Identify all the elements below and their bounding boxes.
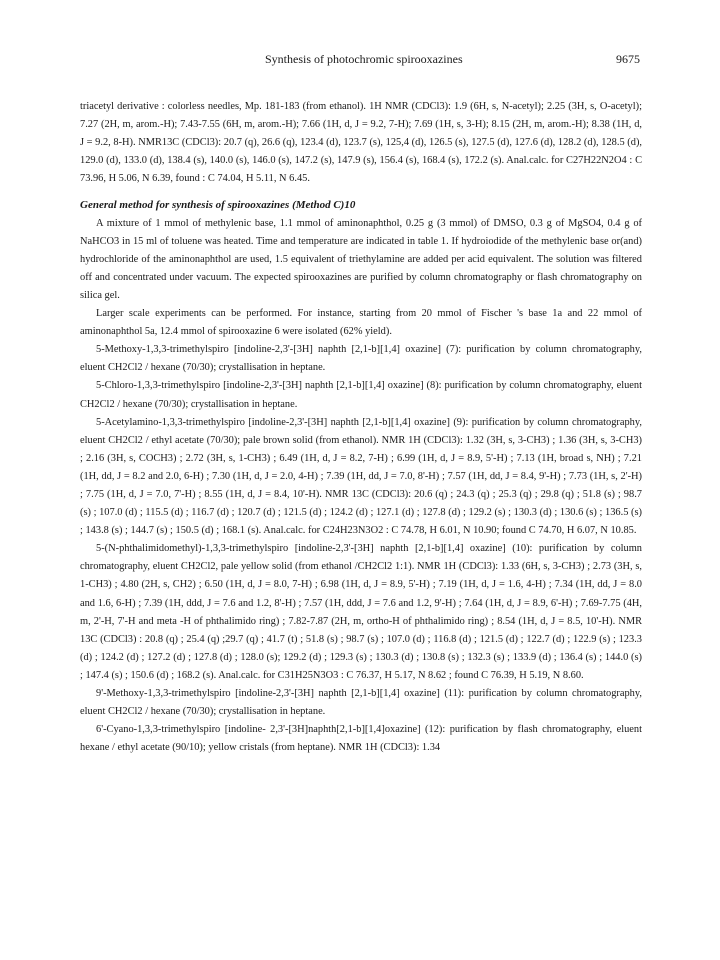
paragraph-compound-8: 5-Chloro-1,3,3-trimethylspiro [indoline-2,3'-[3H] naphth [2,1-b][1,4] oxazine] (8): purification by column chromatography, eluent CH2Cl2 / hexane (70/30); crystallisation in heptane. — [80, 380, 642, 410]
paragraph-compound-9: 5-Acetylamino-1,3,3-trimethylspiro [indoline-2,3'-[3H] naphth [2,1-b][1,4] oxazine] (9): purification by column chromatography, eluent CH2Cl2 / ethyl acetate (70/30); pale brown solid (from ethanol). NMR 1H (CDCl3): 1.32 (3H, s, 3-CH3) ; 1.36 (3H, s, 3-CH3) ; 2.16 (3H, s, COCH3) ; 2.72 (3H, s, 1-CH3) ; 6.49 (1H, d, J = 8.2, 7-H) ; 6.99 (1H, d, J = 8.9, 5'-H) ; 7.13 (1H, broad s, NH) ; 7.21 (1H, dd, J = 8.2 and 2.0, 6-H) ; 7.30 (1H, d, J = 2.0, 4-H) ; 7.39 (1H, dd, J = 7.0, 8'-H) ; 7.57 (1H, dd, J = 8.4, 9'-H) ; 7.73 (1H, s, 2'-H) ; 7.75 (1H, d, J = 7.0, 7'-H) ; 8.55 (1H, d, J = 8.4, 10'-H). NMR 13C (CDCl3): 20.6 (q) ; 24.3 (q) ; 25.3 (q) ; 29.8 (q) ; 51.8 (s) ; 98.7 (s) ; 107.0 (d) ; 115.5 (d) ; 116.7 (d) ; 120.7 (d) ; 121.5 (d) ; 124.2 (d) ; 127.1 (d) ; 127.8 (d) ; 129.2 (s) ; 130.3 (d) ; 130.6 (s) ; 136.5 (s) ; 143.8 (s) ; 144.7 (s) ; 150.5 (d) ; 168.1 (s). Anal.calc. for C24H23N3O2 : C 74.78, H 6.01, N 10.90; found C 74.70, H 6.07, N 10.85. — [80, 416, 642, 537]
spacer — [80, 188, 642, 196]
paragraph-compound-10: 5-(N-phthalimidomethyl)-1,3,3-trimethylspiro [indoline-2,3'-[3H] naphth [2,1-b][1,4] oxazine] (10): purification by column chromatography, eluent CH2Cl2, pale yellow solid (from ethanol /CH2Cl2 1:1). NMR 1H (CDCl3): 1.33 (6H, s, 3-CH3) ; 2.73 (3H, s, 1-CH3) ; 4.80 (2H, s, CH2) ; 6.50 (1H, d, J = 8.0, 7-H) ; 6.98 (1H, d, J = 8.9, 5'-H) ; 7.19 (1H, d, J = 1.6, 4-H) ; 7.34 (1H, dd, J = 8.0 and 1.6, 6-H) ; 7.39 (1H, ddd, J = 7.6 and 1.2, 8'-H) ; 7.57 (1H, ddd, J = 7.6 and 1.2, 9'-H) ; 7.64 (1H, d, J = 8.9, 6'-H) ; 7.69-7.75 (4H, m, 2'-H, 7'-H and meta -H of phthalimido ring) ; 7.82-7.87 (2H, m, ortho-H of phthalimido ring) ; 8.54 (1H, d, J = 8.5, 10'-H). NMR 13C (CDCl3) : 20.8 (q) ; 25.4 (q) ;29.7 (q) ; 41.7 (t) ; 51.8 (s) ; 98.7 (s) ; 107.0 (d) ; 116.8 (d) ; 121.5 (d) ; 122.7 (d) ; 122.9 (s) ; 123.3 (d) ; 124.2 (d) ; 127.2 (d) ; 127.8 (d) ; 128.0 (s); 129.2 (d) ; 129.3 (s) ; 130.3 (d) ; 130.8 (s) ; 132.3 (s) ; 133.9 (d) ; 136.4 (s) ; 144.0 (s) ; 147.4 (s) ; 150.6 (d) ; 168.2 (s). Anal.calc. for C31H25N3O3 : C 76.37, H 5.17, N 8.62 ; found C 76.39, H 5.19, N 8.60. — [80, 543, 642, 681]
paragraph-compound-12: 6'-Cyano-1,3,3-trimethylspiro [indoline- 2,3'-[3H]naphth[2,1-b][1,4]oxazine] (12): purification by flash chromatography, eluent hexane / ethyl acetate (90/10); yellow cristals (from heptane). NMR 1H (CDCl3): 1.34 — [80, 724, 642, 754]
running-title: Synthesis of photochromic spirooxazines — [265, 52, 463, 66]
paragraph-compound-7: 5-Methoxy-1,3,3-trimethylspiro [indoline-2,3'-[3H] naphth [2,1-b][1,4] oxazine] (7): purification by column chromatography, eluent CH2Cl2 / hexane (70/30); crystallisation in heptane. — [80, 344, 642, 374]
paragraph-triacetyl: triacetyl derivative : colorless needles, Mp. 181-183 (from ethanol). 1H NMR (CDCl3): 1.9 (6H, s, N-acetyl); 2.25 (3H, s, O-acetyl); 7.27 (2H, m, arom.-H); 7.43-7.55 (6H, m, arom.-H); 7.66 (1H, d, J = 9.2, 7-H); 7.69 (1H, s, 3-H); 8.15 (2H, m, arom.-H); 8.38 (1H, d, J = 9.2, 8-H). NMR13C (CDCl3): 20.7 (q), 26.6 (q), 123.4 (d), 123.7 (s), 125,4 (d), 126.5 (s), 127.5 (d), 127.6 (d), 128.2 (d), 128.5 (d), 129.0 (d), 133.0 (d), 138.4 (s), 140.0 (s), 146.0 (s), 147.2 (s), 147.9 (s), 156.4 (s), 168.4 (s), 172.2 (s). Anal.calc. for C27H22N2O4 : C 73.96, H 5.06, N 6.39, found : C 74.04, H 5.11, N 6.45. — [80, 101, 642, 185]
paragraph-method: A mixture of 1 mmol of methylenic base, 1.1 mmol of aminonaphthol, 0.25 g (3 mmol) of DMSO, 0.3 g of MgSO4, 0.4 g of NaHCO3 in 15 ml of toluene was heated. Time and temperature are indicated in table 1. If hydroiodide of the methylenic base or(and) hydrochloride of the aminonaphthol are used, 1.5 equivalent of triethylamine are added per acid equivalent. The solution was filtered off and concentrated under vacuum. The expected spirooxazines are purified by column chromatography or flash chromatography on silica gel. — [80, 217, 642, 301]
paragraph-scale: Larger scale experiments can be performed. For instance, starting from 20 mmol of Fischer 's base 1a and 22 mmol of aminonaphthol 5a, 12.4 mmol of spirooxazine 6 were isolated (62% yield). — [80, 308, 642, 338]
paragraph-compound-11: 9'-Methoxy-1,3,3-trimethylspiro [indoline-2,3'-[3H] naphth [2,1-b][1,4] oxazine] (11): purification by column chromatography, eluent CH2Cl2 / hexane (70/30); crystallisation in heptane. — [80, 688, 642, 718]
section-heading: General method for synthesis of spirooxazines (Method C)10 — [80, 199, 356, 212]
page-number: 9675 — [616, 52, 640, 66]
body-text — [80, 98, 642, 757]
